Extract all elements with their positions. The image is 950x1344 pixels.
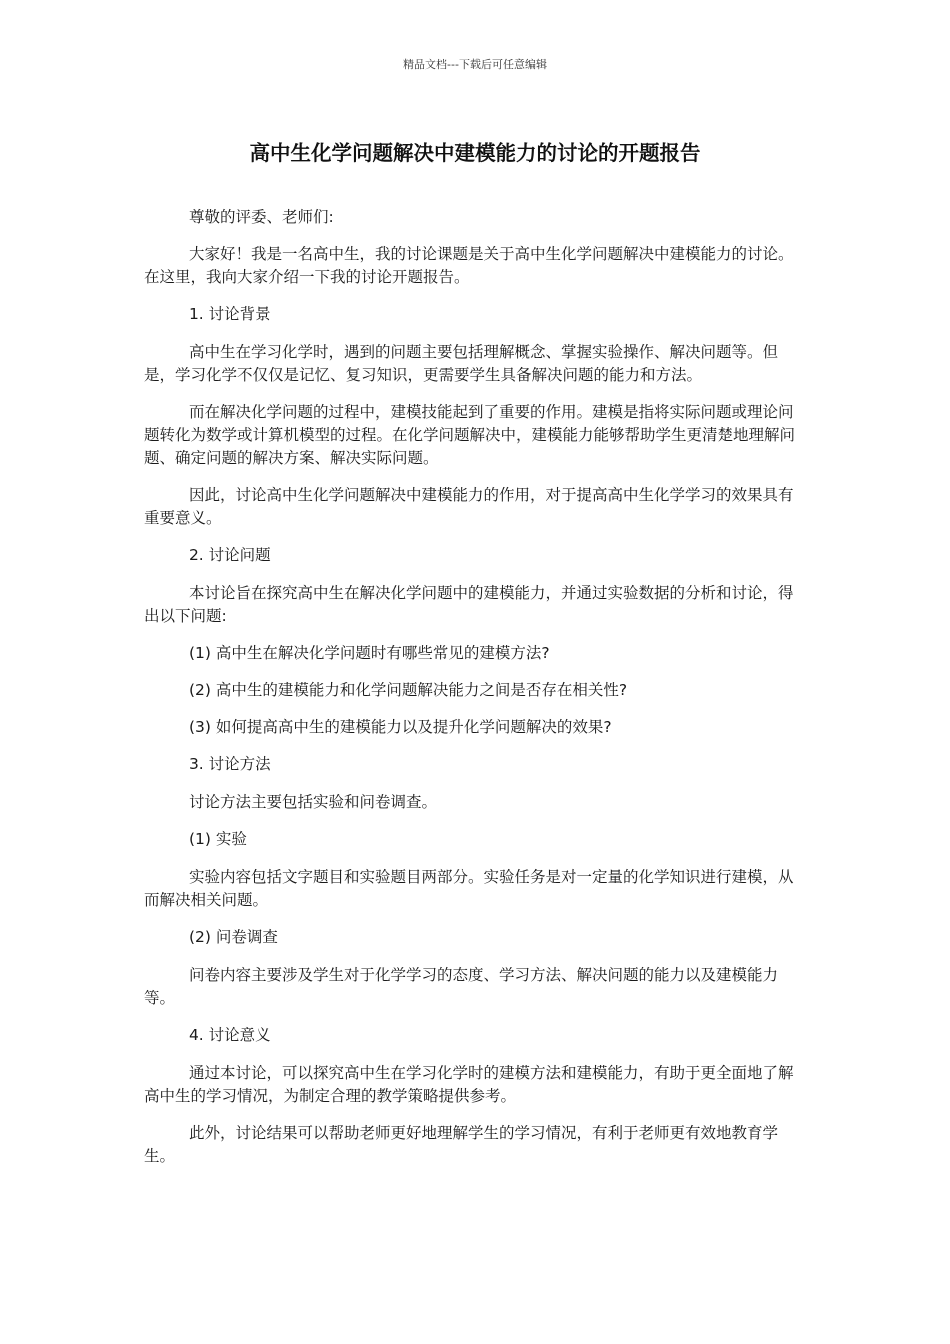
question-item: (1) 高中生在解决化学问题时有哪些常见的建模方法?: [188, 644, 550, 662]
subsection-heading-survey: (2) 问卷调查: [188, 928, 278, 946]
salutation: 尊敬的评委、老师们:: [188, 208, 334, 226]
body-paragraph: 而在解决化学问题的过程中，建模技能起到了重要的作用。建模是指将实际问题或理论问题转化为数学或计算机模型的过程。在化学问题解决中，建模能力能够帮助学生更清楚地理解问题、确定问题的解决方案、解决实际问题。: [144, 403, 796, 467]
body-paragraph: 问卷内容主要涉及学生对于化学学习的态度、学习方法、解决问题的能力以及建模能力等。: [144, 966, 778, 1007]
document-body: [144, 206, 806, 1182]
body-paragraph: 因此，讨论高中生化学问题解决中建模能力的作用，对于提高高中生化学学习的效果具有重要意义。: [144, 486, 794, 527]
section-heading-questions: 2. 讨论问题: [188, 546, 271, 564]
body-paragraph: 本讨论旨在探究高中生在解决化学问题中的建模能力，并通过实验数据的分析和讨论，得出以下问题:: [144, 584, 794, 625]
intro-paragraph: 大家好！我是一名高中生，我的讨论课题是关于高中生化学问题解决中建模能力的讨论。在这里，我向大家介绍一下我的讨论开题报告。: [144, 245, 794, 286]
section-heading-significance: 4. 讨论意义: [188, 1026, 271, 1044]
body-paragraph: 此外，讨论结果可以帮助老师更好地理解学生的学习情况，有利于老师更有效地教育学生。: [144, 1124, 778, 1165]
body-paragraph: 实验内容包括文字题目和实验题目两部分。实验任务是对一定量的化学知识进行建模，从而解决相关问题。: [144, 868, 794, 909]
section-heading-methods: 3. 讨论方法: [188, 755, 271, 773]
document-title: 高中生化学问题解决中建模能力的讨论的开题报告: [249, 141, 701, 165]
question-item: (2) 高中生的建模能力和化学问题解决能力之间是否存在相关性?: [188, 681, 628, 699]
page-header: 精品文档---下载后可任意编辑: [403, 58, 547, 71]
body-paragraph: 讨论方法主要包括实验和问卷调查。: [188, 793, 437, 811]
section-heading-background: 1. 讨论背景: [188, 305, 271, 323]
subsection-heading-experiment: (1) 实验: [188, 830, 247, 848]
body-paragraph: 高中生在学习化学时，遇到的问题主要包括理解概念、掌握实验操作、解决问题等。但是，学习化学不仅仅是记忆、复习知识，更需要学生具备解决问题的能力和方法。: [144, 343, 778, 384]
body-paragraph: 通过本讨论，可以探究高中生在学习化学时的建模方法和建模能力，有助于更全面地了解高中生的学习情况，为制定合理的教学策略提供参考。: [144, 1064, 794, 1105]
question-item: (3) 如何提高高中生的建模能力以及提升化学问题解决的效果?: [188, 718, 612, 736]
